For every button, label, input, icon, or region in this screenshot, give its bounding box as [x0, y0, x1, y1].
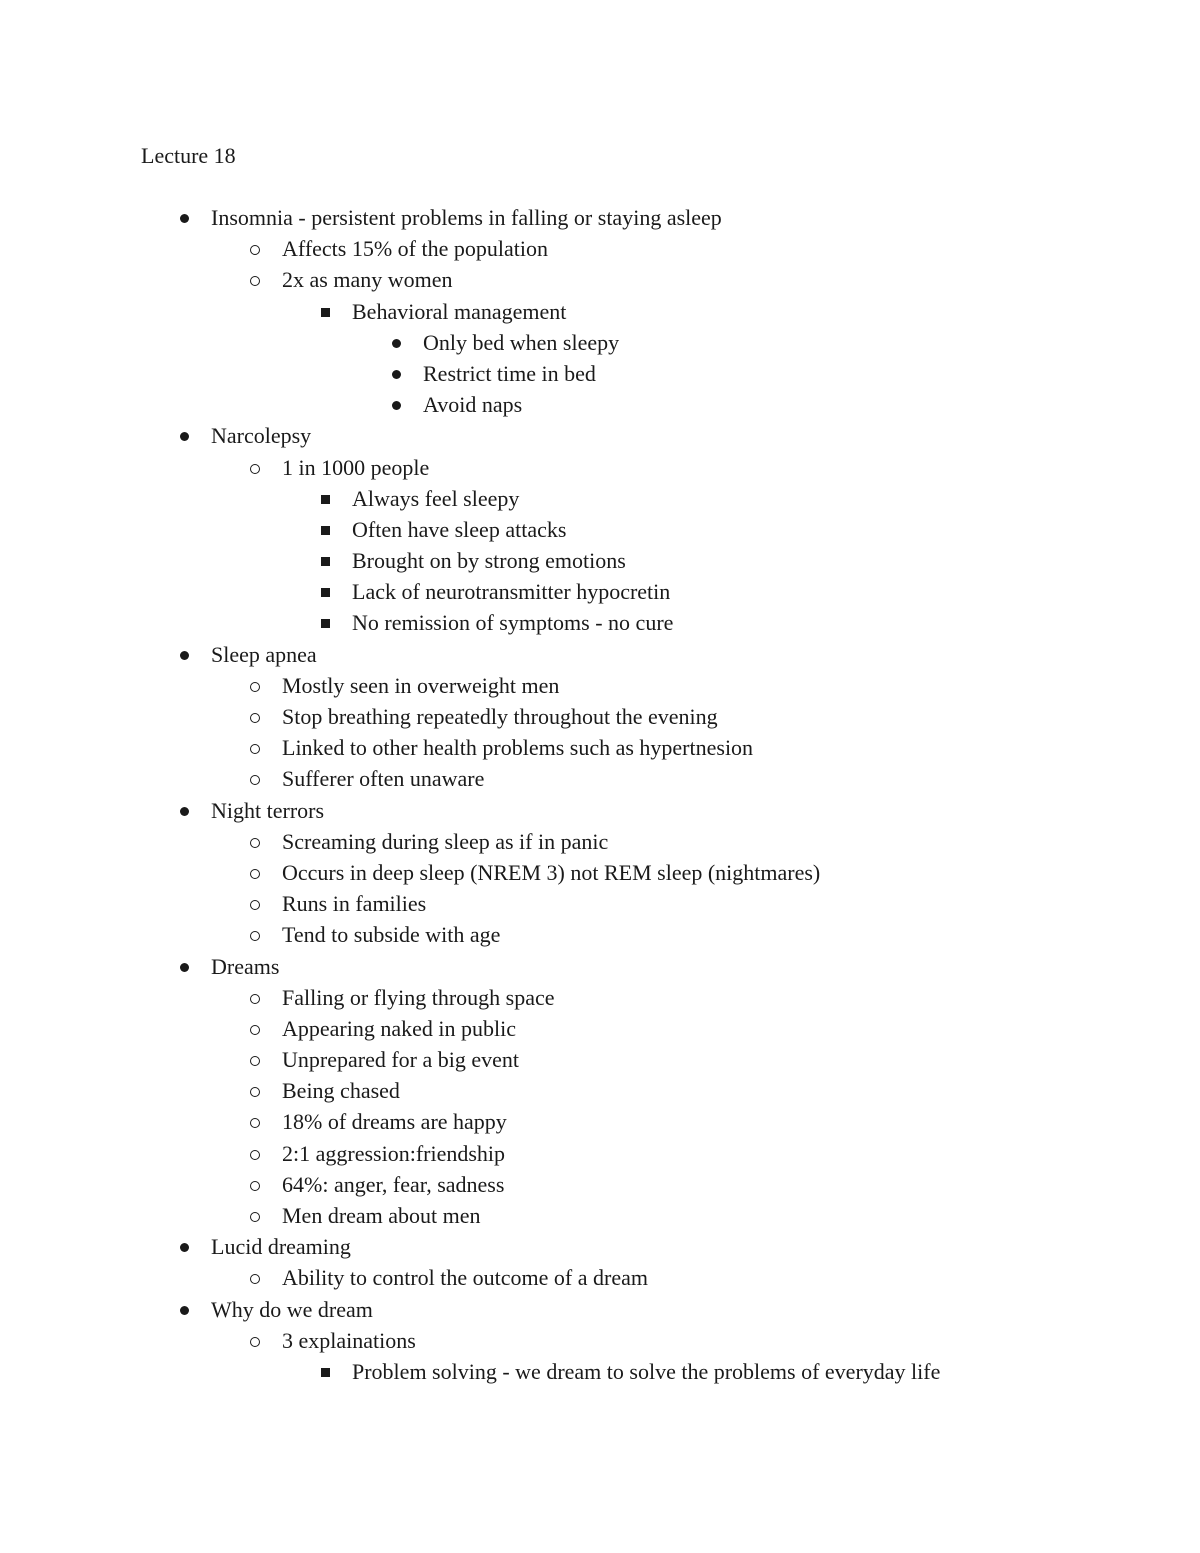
bullet-circle-icon — [250, 838, 260, 848]
bullet-circle-icon — [250, 869, 260, 879]
bullet-circle-icon — [250, 1150, 260, 1160]
list-item-text: Narcolepsy — [211, 423, 312, 449]
list-item-text: Night terrors — [211, 797, 325, 823]
list-item-text: Dreams — [211, 953, 280, 979]
list-item — [0, 296, 1200, 327]
bullet-circle-icon — [250, 1181, 260, 1191]
list-item-text: 3 explainations — [282, 1327, 416, 1353]
bullet-dot-icon — [392, 401, 401, 410]
list-item — [0, 576, 1200, 607]
bullet-dot-icon — [180, 214, 189, 223]
bullet-circle-icon — [250, 1087, 260, 1097]
bullet-dot-icon — [392, 370, 401, 379]
list-item-text: Insomnia - persistent problems in falling or staying asleep — [211, 205, 722, 230]
bullet-dot-icon — [180, 651, 189, 660]
list-item — [0, 732, 1200, 763]
list-item-text: Appearing naked in public — [282, 1015, 516, 1041]
list-item-text: Falling or flying through space — [282, 984, 555, 1010]
list-item-text: Linked to other health problems such as hypertnesion — [282, 735, 754, 761]
list-item-text: Tend to subside with age — [282, 922, 501, 948]
bullet-circle-icon — [250, 1274, 260, 1284]
list-item-text: Lucid dreaming — [211, 1234, 351, 1260]
list-item — [0, 233, 1200, 264]
list-item-text: Behavioral management — [352, 298, 567, 324]
list-item — [0, 264, 1200, 295]
bullet-dot-icon — [180, 807, 189, 816]
list-item-text: Affects 15% of the population — [282, 236, 548, 262]
list-item-text: Why do we dream — [211, 1296, 373, 1322]
document-title: Lecture 18 — [141, 143, 236, 168]
list-item — [0, 982, 1200, 1013]
list-item-text: Often have sleep attacks — [352, 516, 567, 542]
list-item — [0, 951, 1200, 982]
list-item-text: Avoid naps — [423, 392, 523, 418]
list-item-text: 2x as many women — [282, 267, 453, 293]
list-item — [0, 358, 1200, 389]
list-item-text: Men dream about men — [282, 1203, 481, 1228]
list-item — [0, 202, 1200, 233]
list-item — [0, 389, 1200, 420]
bullet-dot-icon — [180, 432, 189, 441]
list-item-text: 18% of dreams are happy — [282, 1109, 507, 1135]
list-item — [0, 327, 1200, 358]
bullet-circle-icon — [250, 994, 260, 1004]
bullet-circle-icon — [250, 276, 260, 286]
list-item — [0, 1200, 1200, 1231]
list-item-text: Lack of neurotransmitter hypocretin — [352, 579, 671, 605]
list-item-text: No remission of symptoms - no cure — [352, 610, 674, 636]
list-item — [0, 1356, 1200, 1387]
bullet-circle-icon — [250, 1212, 260, 1222]
bullet-circle-icon — [250, 682, 260, 692]
list-item-text: Unprepared for a big event — [282, 1047, 520, 1073]
list-item — [0, 483, 1200, 514]
bullet-square-icon — [321, 495, 330, 504]
list-item — [0, 452, 1200, 483]
list-item-text: 1 in 1000 people — [282, 454, 430, 480]
list-item-text: Occurs in deep sleep (NREM 3) not REM sleep (nightmares) — [282, 859, 821, 885]
list-item — [0, 919, 1200, 950]
list-item-text: Restrict time in bed — [423, 360, 596, 386]
list-item — [0, 1075, 1200, 1106]
bullet-dot-icon — [392, 339, 401, 348]
list-item — [0, 545, 1200, 576]
bullet-circle-icon — [250, 931, 260, 941]
list-item — [0, 1169, 1200, 1200]
bullet-dot-icon — [180, 963, 189, 972]
list-item — [0, 514, 1200, 545]
list-item — [0, 670, 1200, 701]
list-item-text: Being chased — [282, 1078, 400, 1104]
list-item — [0, 420, 1200, 451]
list-item — [0, 1138, 1200, 1169]
list-item — [0, 1231, 1200, 1262]
bullet-outline — [0, 202, 1200, 1387]
list-item-text: 2:1 aggression:friendship — [282, 1140, 506, 1166]
list-item — [0, 763, 1200, 794]
list-item-text: Sufferer often unaware — [282, 766, 485, 792]
list-item — [0, 1106, 1200, 1137]
bullet-circle-icon — [250, 744, 260, 754]
list-item-text: Mostly seen in overweight men — [282, 672, 560, 698]
list-item — [0, 826, 1200, 857]
bullet-circle-icon — [250, 464, 260, 474]
list-item-text: 64%: anger, fear, sadness — [282, 1171, 505, 1197]
list-item — [0, 639, 1200, 670]
bullet-circle-icon — [250, 713, 260, 723]
bullet-circle-icon — [250, 1025, 260, 1035]
bullet-circle-icon — [250, 1118, 260, 1128]
list-item-text: Sleep apnea — [211, 641, 317, 667]
bullet-circle-icon — [250, 1337, 260, 1347]
list-item-text: Only bed when sleepy — [423, 329, 620, 355]
list-item — [0, 1044, 1200, 1075]
list-item — [0, 1294, 1200, 1325]
bullet-circle-icon — [250, 775, 260, 785]
list-item-text: Runs in families — [282, 891, 427, 917]
bullet-square-icon — [321, 1368, 330, 1377]
bullet-square-icon — [321, 557, 330, 566]
list-item — [0, 795, 1200, 826]
list-item — [0, 1325, 1200, 1356]
bullet-circle-icon — [250, 900, 260, 910]
list-item-text: Screaming during sleep as if in panic — [282, 828, 609, 854]
list-item — [0, 1262, 1200, 1293]
list-item — [0, 857, 1200, 888]
list-item-text: Brought on by strong emotions — [352, 548, 626, 574]
list-item — [0, 888, 1200, 919]
bullet-square-icon — [321, 619, 330, 628]
list-item — [0, 701, 1200, 732]
bullet-square-icon — [321, 588, 330, 597]
bullet-square-icon — [321, 526, 330, 535]
list-item-text: Problem solving - we dream to solve the problems of everyday life — [352, 1358, 941, 1384]
list-item-text: Stop breathing repeatedly throughout the evening — [282, 704, 718, 729]
list-item — [0, 1013, 1200, 1044]
bullet-circle-icon — [250, 245, 260, 255]
list-item — [0, 607, 1200, 638]
bullet-dot-icon — [180, 1306, 189, 1315]
list-item-text: Ability to control the outcome of a dream — [282, 1265, 648, 1291]
list-item-text: Always feel sleepy — [352, 485, 520, 511]
bullet-circle-icon — [250, 1056, 260, 1066]
bullet-square-icon — [321, 308, 330, 317]
bullet-dot-icon — [180, 1243, 189, 1252]
